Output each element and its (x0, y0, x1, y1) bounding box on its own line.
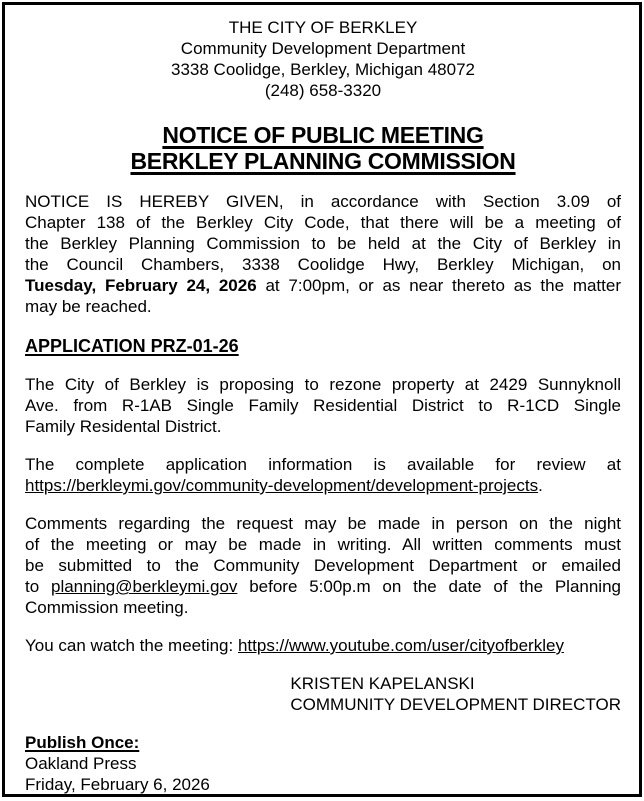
notice-paragraph-line: the Council Chambers, 3338 Coolidge Hwy, Berkley Michigan, on (25, 255, 621, 274)
rezone-paragraph-line: Ave. from R-1AB Single Family Residential District to R-1CD Single (25, 396, 621, 415)
document-header (25, 17, 621, 101)
comments-paragraph-line: Commission meeting. (25, 598, 189, 617)
youtube-link[interactable]: https://www.youtube.com/user/cityofberkley (237, 636, 564, 655)
application-heading: APPLICATION PRZ-01-26 (25, 336, 239, 356)
comments-paragraph-line: be submitted to the Community Development Department or emailed (25, 556, 621, 575)
org-name: THE CITY OF BERKLEY (228, 18, 418, 37)
comments-paragraph (25, 513, 621, 618)
rezone-paragraph-line: Family Residental District. (25, 417, 222, 436)
publish-date: Friday, February 6, 2026 (25, 775, 210, 794)
notice-paragraph-line: the Berkley Planning Commission to be held at the City of Berkley in (25, 234, 621, 253)
signature-title: COMMUNITY DEVELOPMENT DIRECTOR (290, 695, 621, 714)
watch-prefix: You can watch the meeting: (25, 636, 238, 655)
line-rest: before 5:00p.m on the date of the Planning (237, 577, 621, 596)
rezone-paragraph-line: The City of Berkley is proposing to rezone property at 2429 Sunnyknoll (25, 375, 621, 394)
comments-paragraph-line: Comments regarding the request may be made in person on the night (25, 514, 621, 533)
notice-paragraph-line: NOTICE IS HEREBY GIVEN, in accordance with Section 3.09 of (25, 192, 621, 211)
address-line: 3338 Coolidge, Berkley, Michigan 48072 (171, 60, 475, 79)
comments-paragraph-line: of the meeting or may be made in writing. All written comments must (25, 535, 621, 554)
notice-paragraph-line: may be reached. (25, 297, 152, 316)
public-notice-page (2, 2, 642, 797)
line-prefix: to (25, 577, 51, 596)
notice-title-line2: BERKLEY PLANNING COMMISSION (130, 148, 516, 174)
review-paragraph (25, 454, 621, 496)
notice-paragraph-line (25, 275, 621, 296)
publication-name: Oakland Press (25, 754, 137, 773)
meeting-date: Tuesday, February 24, 2026 (25, 276, 257, 295)
development-projects-link[interactable]: https://berkleymi.gov/community-development/development-projects (25, 476, 539, 495)
watch-meeting-line (25, 635, 621, 656)
notice-title (25, 122, 621, 174)
publish-heading: Publish Once: (25, 733, 140, 752)
rezone-paragraph (25, 374, 621, 437)
notice-paragraph-line: Chapter 138 of the Berkley City Code, that there will be a meeting of (25, 213, 621, 232)
comments-paragraph-line (25, 576, 621, 597)
notice-paragraph-line-rest: at 7:00pm, or as near thereto as the matter (256, 276, 621, 295)
department-name: Community Development Department (180, 39, 466, 58)
planning-email-link[interactable]: planning@berkleymi.gov (50, 577, 238, 596)
notice-paragraph (25, 191, 621, 317)
review-paragraph-line (25, 475, 621, 496)
phone-number: (248) 658-3320 (264, 81, 382, 100)
signature-name: KRISTEN KAPELANSKI (290, 674, 475, 693)
review-paragraph-line: The complete application information is available for review at (25, 455, 621, 474)
publish-block (25, 732, 621, 795)
link-suffix: . (538, 476, 543, 495)
signature-block (290, 673, 621, 715)
notice-title-line1: NOTICE OF PUBLIC MEETING (162, 122, 484, 148)
